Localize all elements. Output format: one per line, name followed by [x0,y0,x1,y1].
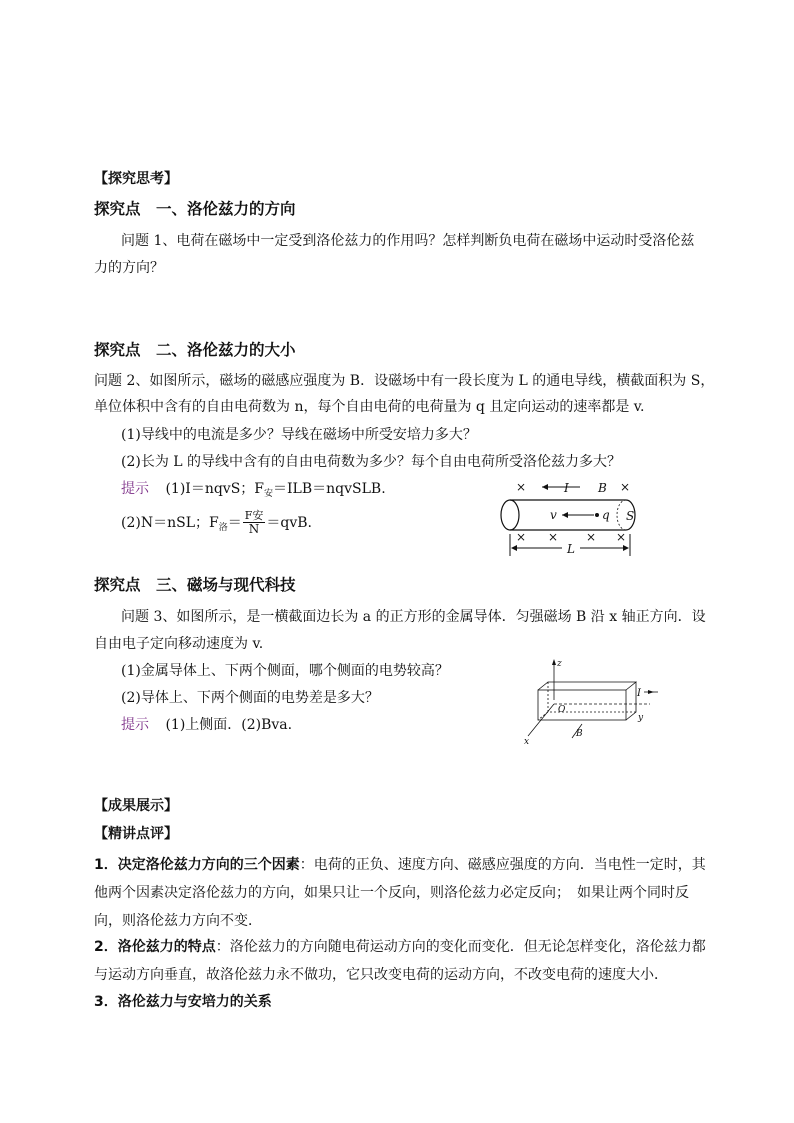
fraction-denominator: N [248,522,260,536]
question3-sub2: (2)导体上、下两个侧面的电势差是多大？ [121,690,379,706]
length-arrow-left-head [511,545,517,551]
wire-end-left [510,500,519,530]
review-item1-line2: 他两个因素决定洛伦兹力的方向，如果只让一个反向，则洛伦兹力必定反向； 如果让两个同时反 [94,885,689,901]
current-arrow-head [542,484,548,490]
review-item2-line2: 与运动方向垂直，故洛伦兹力永不做功，它只改变电荷的运动方向，不改变电荷的速度大小． [94,967,668,983]
fraction-numerator: F安 [244,509,264,522]
conductor-front-face [538,690,626,720]
review-item1-head: 1．决定洛伦兹力方向的三个因素 [94,857,300,873]
question1-line1: 问题 1、电荷在磁场中一定受到洛伦兹力的作用吗？怎样判断负电荷在磁场中运动时受洛伦兹 [121,233,695,249]
question1-line2: 力的方向？ [94,260,164,276]
hint2-formula-a: (2)N＝nSL；F [121,515,219,531]
cross-mark: × [516,530,527,544]
hint2-text-b: ＝ILB＝nqvSLB. [273,481,386,497]
wire-end-right-hidden [617,500,626,530]
point1-title: 探究点 一、洛伦兹力的方向 [94,200,296,218]
hint2-line2: (2)N＝nSL；$F_洛=$ $\frac{\text{F安}}{N}$ ＝qvB. [121,509,312,536]
hint-label: 提示 [121,717,149,733]
point3-title: 探究点 三、磁场与现代科技 [94,576,296,594]
hint2-sub: 安 [264,489,274,499]
conductor-3d-diagram [518,656,658,748]
label-y: y [638,713,644,723]
conductor-right-face [626,682,636,720]
point2-title: 探究点 二、洛伦兹力的大小 [94,341,296,359]
velocity-arrow-head [562,512,568,518]
cross-mark: × [548,530,559,544]
hint2-line1 [121,480,386,503]
question3-sub1: (1)金属导体上、下两个侧面，哪个侧面的电势较高？ [121,663,449,679]
charge-dot [595,513,599,517]
label-S: S [626,509,635,523]
label-O: O [558,705,566,715]
question3-line2: 自由电子定向移动速度为 v. [94,636,264,652]
section-heading-result: 【成果展示】 [94,798,178,814]
review-item1-text: ：电荷的正负、速度方向、磁感应强度的方向．当电性一定时，其 [299,857,706,873]
question2-sub2: (2)长为 L 的导线中含有的自由电荷数为多少？每个自由电荷所受洛伦兹力多大？ [121,454,622,470]
current-arrow-head [648,690,654,694]
label-x: x [524,737,530,747]
hint-label: 提示 [121,481,149,497]
review-item2-head: 2．洛伦兹力的特点 [94,939,216,955]
label-B: B [576,729,583,739]
hint3-text: (1)上侧面．(2)Bva. [165,717,293,733]
fraction [243,510,266,536]
hint2-formula-sub: 洛 [218,523,228,533]
question2-line1: 问题 2、如图所示，磁场的磁感应强度为 B．设磁场中有一段长度为 L 的通电导线，横截面积为 S， [94,373,715,389]
conductor-top-face [538,682,636,690]
section-heading-explore: 【探究思考】 [94,171,178,187]
section-heading-review: 【精讲点评】 [94,826,178,842]
review-item3-head: 3．洛伦兹力与安培力的关系 [94,994,272,1010]
label-v: v [550,508,557,522]
review-item1-line3: 向，则洛伦兹力方向不变． [94,913,262,929]
hint2-formula-b: ＝qvB. [266,515,312,531]
cross-mark: × [516,480,527,494]
review-item2-line1 [94,938,706,956]
cross-mark: × [616,530,627,544]
label-q: q [602,508,610,522]
label-L: L [567,542,575,556]
length-arrow-right-head [623,545,629,551]
label-I: I [564,481,569,495]
question2-line2: 单位体积中含有的自由电荷数为 n，每个自由电荷的电荷量为 q 且定向运动的速率都是 v. [94,399,645,415]
label-I: I [637,688,641,699]
hint3-line [121,716,292,734]
review-item2-text: ：洛伦兹力的方向随电荷运动方向的变化而变化．但无论怎样变化，洛伦兹力都 [215,939,706,955]
cross-mark: × [586,530,597,544]
label-B: B [598,481,607,495]
hint2-text-a: (1)I＝nqvS；F [165,481,265,497]
wire-diagram [498,474,648,558]
cross-mark: × [620,480,631,494]
review-item1-line1 [94,856,706,874]
question3-line1: 问题 3、如图所示，是一横截面边长为 a 的正方形的金属导体．匀强磁场 B 沿 x 轴正方向．设 [121,609,706,625]
label-z: z [557,659,562,669]
question2-sub1: (1)导线中的电流是多少？导线在磁场中所受安培力多大？ [121,427,477,443]
z-axis-head [552,659,556,665]
